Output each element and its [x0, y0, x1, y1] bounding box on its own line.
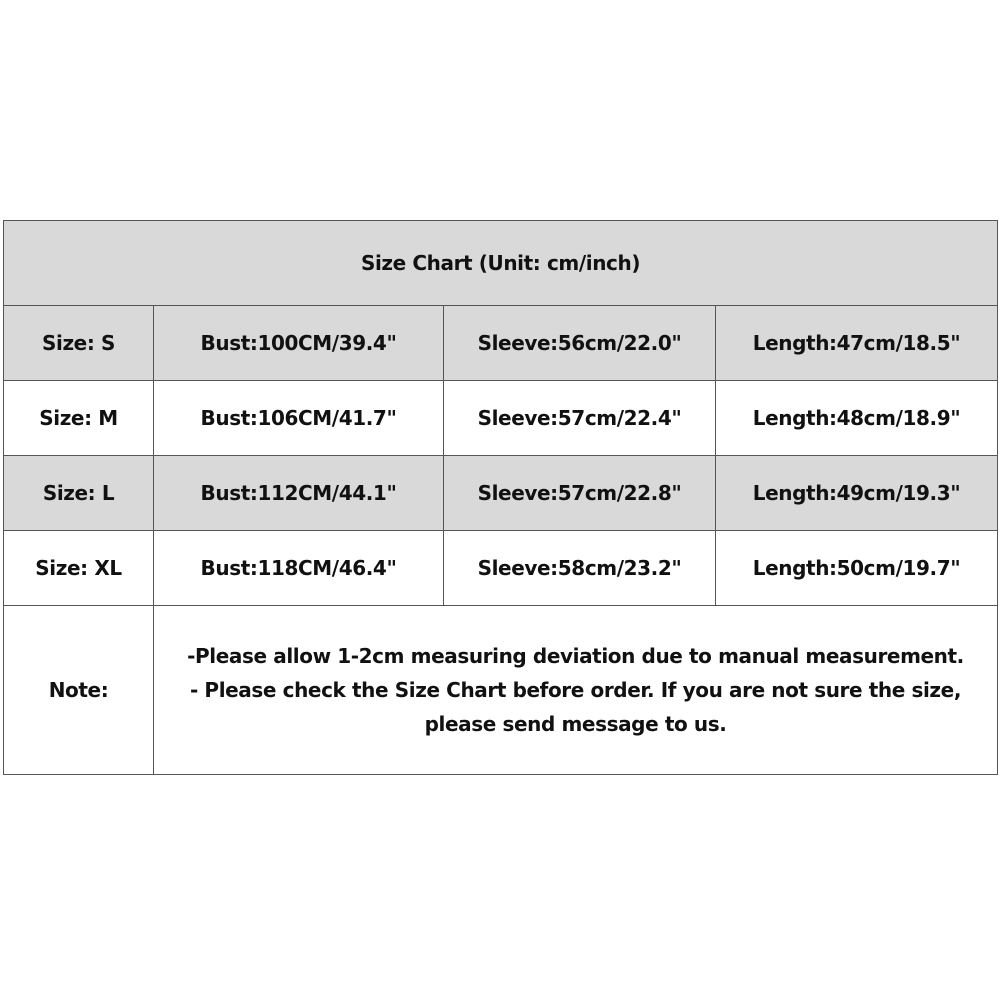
table-row [4, 306, 998, 381]
size-cell: Size: S [4, 306, 154, 381]
sleeve-cell: Sleeve:56cm/22.0" [444, 306, 716, 381]
bust-cell: Bust:100CM/39.4" [154, 306, 444, 381]
sleeve-cell: Sleeve:57cm/22.8" [444, 456, 716, 531]
note-line-check-chart: - Please check the Size Chart before order. If you are not sure the size, please send message to us. [189, 678, 962, 736]
length-cell: Length:47cm/18.5" [716, 306, 998, 381]
bust-cell: Bust:106CM/41.7" [154, 381, 444, 456]
note-label: Note: [4, 606, 154, 775]
size-chart-table [3, 220, 998, 775]
title-row [4, 221, 998, 306]
length-cell: Length:48cm/18.9" [716, 381, 998, 456]
size-cell: Size: L [4, 456, 154, 531]
length-cell: Length:49cm/19.3" [716, 456, 998, 531]
note-line-deviation: -Please allow 1-2cm measuring deviation due to manual measurement. [187, 644, 964, 668]
note-content [154, 606, 998, 775]
table-row [4, 456, 998, 531]
bust-cell: Bust:118CM/46.4" [154, 531, 444, 606]
table-row [4, 531, 998, 606]
chart-title: Size Chart (Unit: cm/inch) [4, 221, 998, 306]
size-cell: Size: XL [4, 531, 154, 606]
length-cell: Length:50cm/19.7" [716, 531, 998, 606]
note-row [4, 606, 998, 775]
sleeve-cell: Sleeve:58cm/23.2" [444, 531, 716, 606]
table-row [4, 381, 998, 456]
bust-cell: Bust:112CM/44.1" [154, 456, 444, 531]
sleeve-cell: Sleeve:57cm/22.4" [444, 381, 716, 456]
size-cell: Size: M [4, 381, 154, 456]
